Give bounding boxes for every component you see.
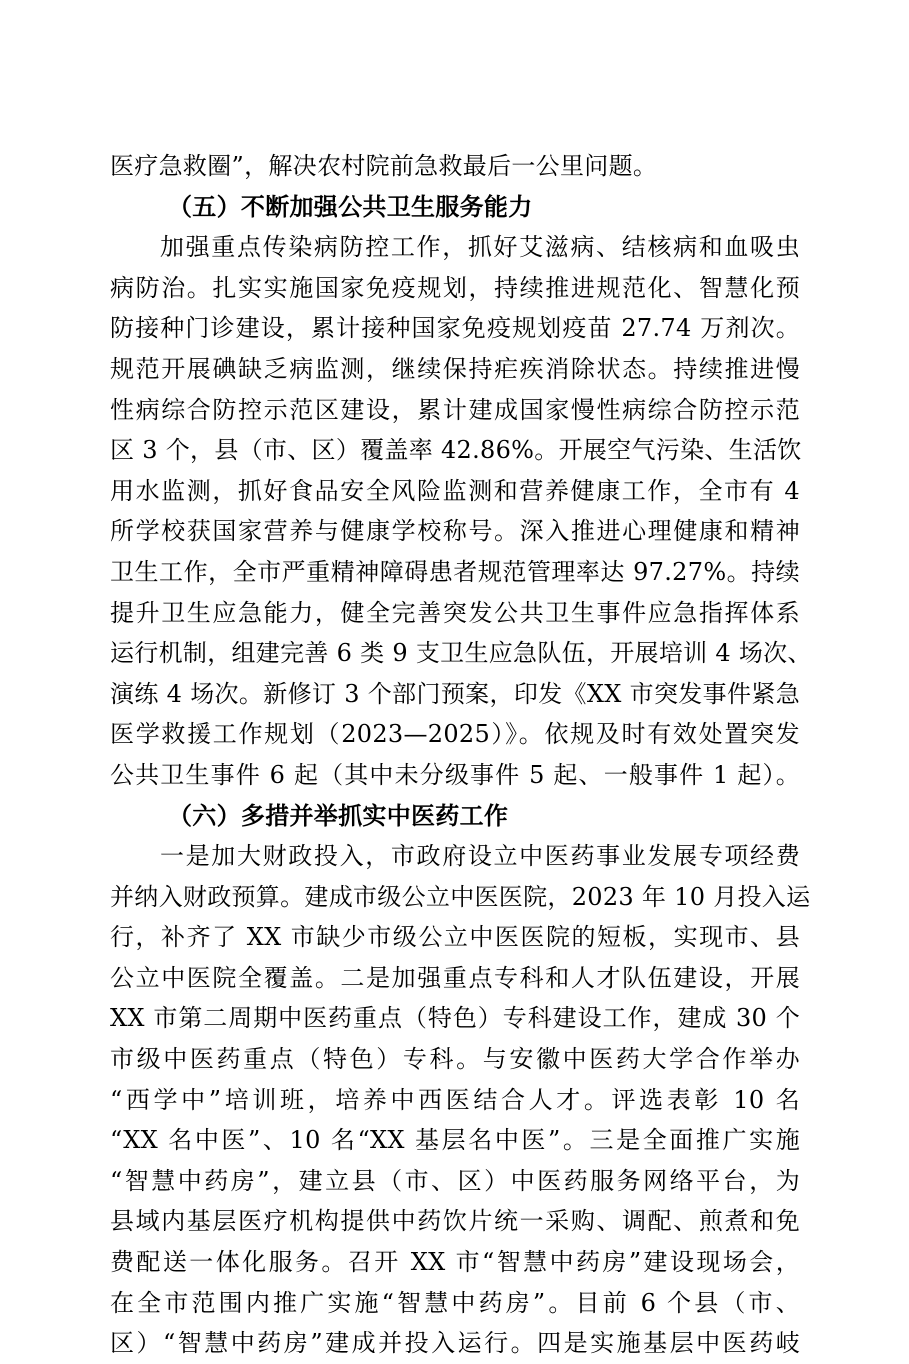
- text-line: 所学校获国家营养与健康学校称号。深入推进心理健康和精神: [110, 517, 800, 546]
- text-line: 用水监测，抓好食品安全风险监测和营养健康工作，全市有 4: [110, 476, 800, 505]
- text-line: 运行机制，组建完善 6 类 9 支卫生应急队伍，开展培训 4 场次、: [110, 639, 812, 668]
- text-line: 卫生工作，全市严重精神障碍患者规范管理率达 97.27%。持续: [110, 557, 800, 586]
- text-line: 区 3 个，县（市、区）覆盖率 42.86%。开展空气污染、生活饮: [110, 436, 802, 465]
- text-line: XX 市第二周期中医药重点（特色）专科建设工作，建成 30 个: [110, 1004, 800, 1033]
- text-line: 行，补齐了 XX 市缺少市级公立中医医院的短板，实现市、县: [110, 923, 800, 952]
- text-line: “西学中”培训班，培养中西医结合人才。评选表彰 10 名: [110, 1085, 800, 1114]
- text-line: 医疗急救圈”，解决农村院前急救最后一公里问题。: [110, 152, 658, 180]
- text-line: 一是加大财政投入，市政府设立中医药事业发展专项经费: [160, 842, 800, 871]
- text-line: 医学救援工作规划（2023—2025）》。依规及时有效处置突发: [110, 720, 800, 749]
- text-line: 县域内基层医疗机构提供中药饮片统一采购、调配、煎煮和免: [110, 1207, 800, 1236]
- section-heading-6: （六）多措并举抓实中医药工作: [168, 800, 509, 830]
- text-line: 加强重点传染病防控工作，抓好艾滋病、结核病和血吸虫: [160, 233, 800, 262]
- text-line: “智慧中药房”，建立县（市、区）中医药服务网络平台，为: [110, 1166, 800, 1195]
- text-line: “XX 名中医”、10 名“XX 基层名中医”。三是全面推广实施: [110, 1126, 800, 1155]
- text-line: 在全市范围内推广实施“智慧中药房”。目前 6 个县（市、: [110, 1288, 800, 1317]
- text-line: 防接种门诊建设，累计接种国家免疫规划疫苗 27.74 万剂次。: [110, 314, 800, 343]
- section-heading-5: （五）不断加强公共卫生服务能力: [168, 191, 533, 221]
- text-line: 病防治。扎实实施国家免疫规划，持续推进规范化、智慧化预: [110, 273, 800, 302]
- document-page: [110, 146, 812, 1364]
- text-line: 市级中医药重点（特色）专科。与安徽中医药大学合作举办: [110, 1045, 800, 1074]
- text-line: 费配送一体化服务。召开 XX 市“智慧中药房”建设现场会，: [110, 1248, 800, 1277]
- text-line: 演练 4 场次。新修订 3 个部门预案，印发《XX 市突发事件紧急: [110, 679, 800, 708]
- text-line: 规范开展碘缺乏病监测，继续保持疟疾消除状态。持续推进慢: [110, 354, 800, 383]
- text-line: 区）“智慧中药房”建成并投入运行。四是实施基层中医药岐: [110, 1329, 800, 1358]
- text-line: 性病综合防控示范区建设，累计建成国家慢性病综合防控示范: [110, 395, 800, 424]
- text-line: 公共卫生事件 6 起（其中未分级事件 5 起、一般事件 1 起）。: [110, 760, 800, 789]
- text-line: 并纳入财政预算。建成市级公立中医医院，2023 年 10 月投入运: [110, 882, 811, 911]
- text-line: 提升卫生应急能力，健全完善突发公共卫生事件应急指挥体系: [110, 598, 800, 627]
- text-line: 公立中医院全覆盖。二是加强重点专科和人才队伍建设，开展: [110, 963, 800, 992]
